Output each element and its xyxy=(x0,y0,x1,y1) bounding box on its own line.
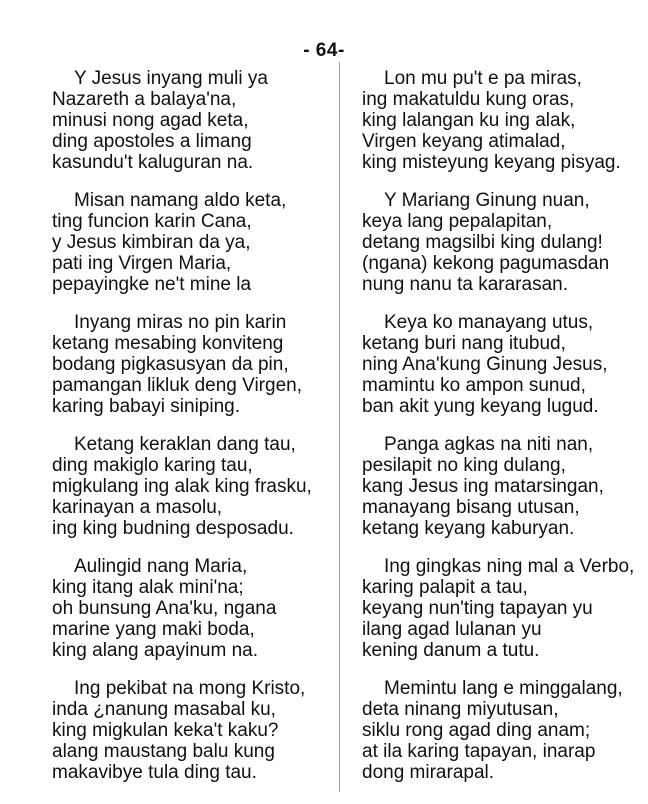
verse-line: pati ing Virgen Maria, xyxy=(52,253,232,274)
verse-line: mamintu ko ampon sunud, xyxy=(362,375,586,396)
verse-line: Memintu lang e minggalang, xyxy=(384,678,623,699)
verse-line: kang Jesus ing matarsingan, xyxy=(362,476,604,497)
stanza xyxy=(362,312,647,434)
verse-line: ketang mesabing konviteng xyxy=(52,333,284,354)
verse-line: at ila karing tapayan, inarap xyxy=(362,741,596,762)
verse-line: Y Jesus inyang muli ya xyxy=(74,68,268,89)
left-column xyxy=(52,68,337,800)
stanza xyxy=(52,434,337,556)
verse-line: alang maustang balu kung xyxy=(52,741,275,762)
verse-line: Nazareth a balaya'na, xyxy=(52,89,237,110)
verse-line: ing makatuldu kung oras, xyxy=(362,89,575,110)
verse-line: keya lang pepalapitan, xyxy=(362,211,553,232)
verse-line: ketang keyang kaburyan. xyxy=(362,518,575,539)
stanza xyxy=(362,434,647,556)
verse-line: Ing pekibat na mong Kristo, xyxy=(74,678,306,699)
verse-line: pesilapit no king dulang, xyxy=(362,455,566,476)
stanza xyxy=(52,68,337,190)
stanza xyxy=(52,678,337,800)
verse-line: king migkulan keka't kaku? xyxy=(52,720,279,741)
column-divider xyxy=(339,62,340,792)
verse-line: siklu rong agad ding anam; xyxy=(362,720,591,741)
verse-line: king lalangan ku ing alak, xyxy=(362,110,576,131)
verse-line: ning Ana'kung Ginung Jesus, xyxy=(362,354,608,375)
verse-line: karinayan a masolu, xyxy=(52,497,223,518)
verse-line: makavibye tula ding tau. xyxy=(52,762,257,783)
verse-line: bodang pigkasusyan da pin, xyxy=(52,354,289,375)
verse-line: ding makiglo karing tau, xyxy=(52,455,253,476)
page-number: - 64- xyxy=(303,40,345,61)
verse-line: (ngana) kekong pagumasdan xyxy=(362,253,610,274)
verse-line: Keya ko manayang utus, xyxy=(384,312,594,333)
verse-line: dong mirarapal. xyxy=(362,762,495,783)
stanza xyxy=(52,190,337,312)
verse-line: ding apostoles a limang xyxy=(52,131,252,152)
stanza xyxy=(362,190,647,312)
verse-line: ban akit yung keyang lugud. xyxy=(362,396,599,417)
stanza xyxy=(362,678,647,800)
verse-line: Y Mariang Ginung nuan, xyxy=(384,190,590,211)
verse-line: ilang agad lulanan yu xyxy=(362,619,542,640)
verse-line: minusi nong agad keta, xyxy=(52,110,249,131)
verse-line: pepayingke ne't mine la xyxy=(52,274,252,295)
verse-line: kening danum a tutu. xyxy=(362,640,540,661)
verse-line: ing king budning desposadu. xyxy=(52,518,294,539)
verse-line: Ing gingkas ning mal a Verbo, xyxy=(384,556,635,577)
verse-line: y Jesus kimbiran da ya, xyxy=(52,232,251,253)
verse-line: Virgen keyang atimalad, xyxy=(362,131,566,152)
verse-line: Inyang miras no pin karin xyxy=(74,312,287,333)
verse-line: kasundu't kaluguran na. xyxy=(52,152,254,173)
verse-line: inda ¿nanung masabal ku, xyxy=(52,699,276,720)
verse-line: keyang nun'ting tapayan yu xyxy=(362,598,593,619)
verse-line: Aulingid nang Maria, xyxy=(74,556,248,577)
stanza xyxy=(362,68,647,190)
verse-line: king misteyung keyang pisyag. xyxy=(362,152,621,173)
verse-line: oh bunsung Ana'ku, ngana xyxy=(52,598,277,619)
verse-line: nung nanu ta kararasan. xyxy=(362,274,568,295)
verse-line: pamangan likluk deng Virgen, xyxy=(52,375,302,396)
verse-line: king itang alak mini'na; xyxy=(52,577,244,598)
stanza xyxy=(52,312,337,434)
stanza xyxy=(52,556,337,678)
verse-line: Panga agkas na niti nan, xyxy=(384,434,594,455)
verse-line: Misan namang aldo keta, xyxy=(74,190,287,211)
verse-line: karing palapit a tau, xyxy=(362,577,528,598)
verse-line: ketang buri nang itubud, xyxy=(362,333,566,354)
verse-line: marine yang maki boda, xyxy=(52,619,255,640)
verse-line: ting funcion karin Cana, xyxy=(52,211,252,232)
verse-line: migkulang ing alak king frasku, xyxy=(52,476,312,497)
right-column xyxy=(362,68,647,800)
verse-line: Ketang keraklan dang tau, xyxy=(74,434,296,455)
verse-line: Lon mu pu't e pa miras, xyxy=(384,68,582,89)
stanza xyxy=(362,556,647,678)
verse-line: karing babayi siniping. xyxy=(52,396,241,417)
verse-line: deta ninang miyutusan, xyxy=(362,699,559,720)
verse-line: detang magsilbi king dulang! xyxy=(362,232,603,253)
verse-line: manayang bisang utusan, xyxy=(362,497,580,518)
verse-line: king alang apayinum na. xyxy=(52,640,258,661)
